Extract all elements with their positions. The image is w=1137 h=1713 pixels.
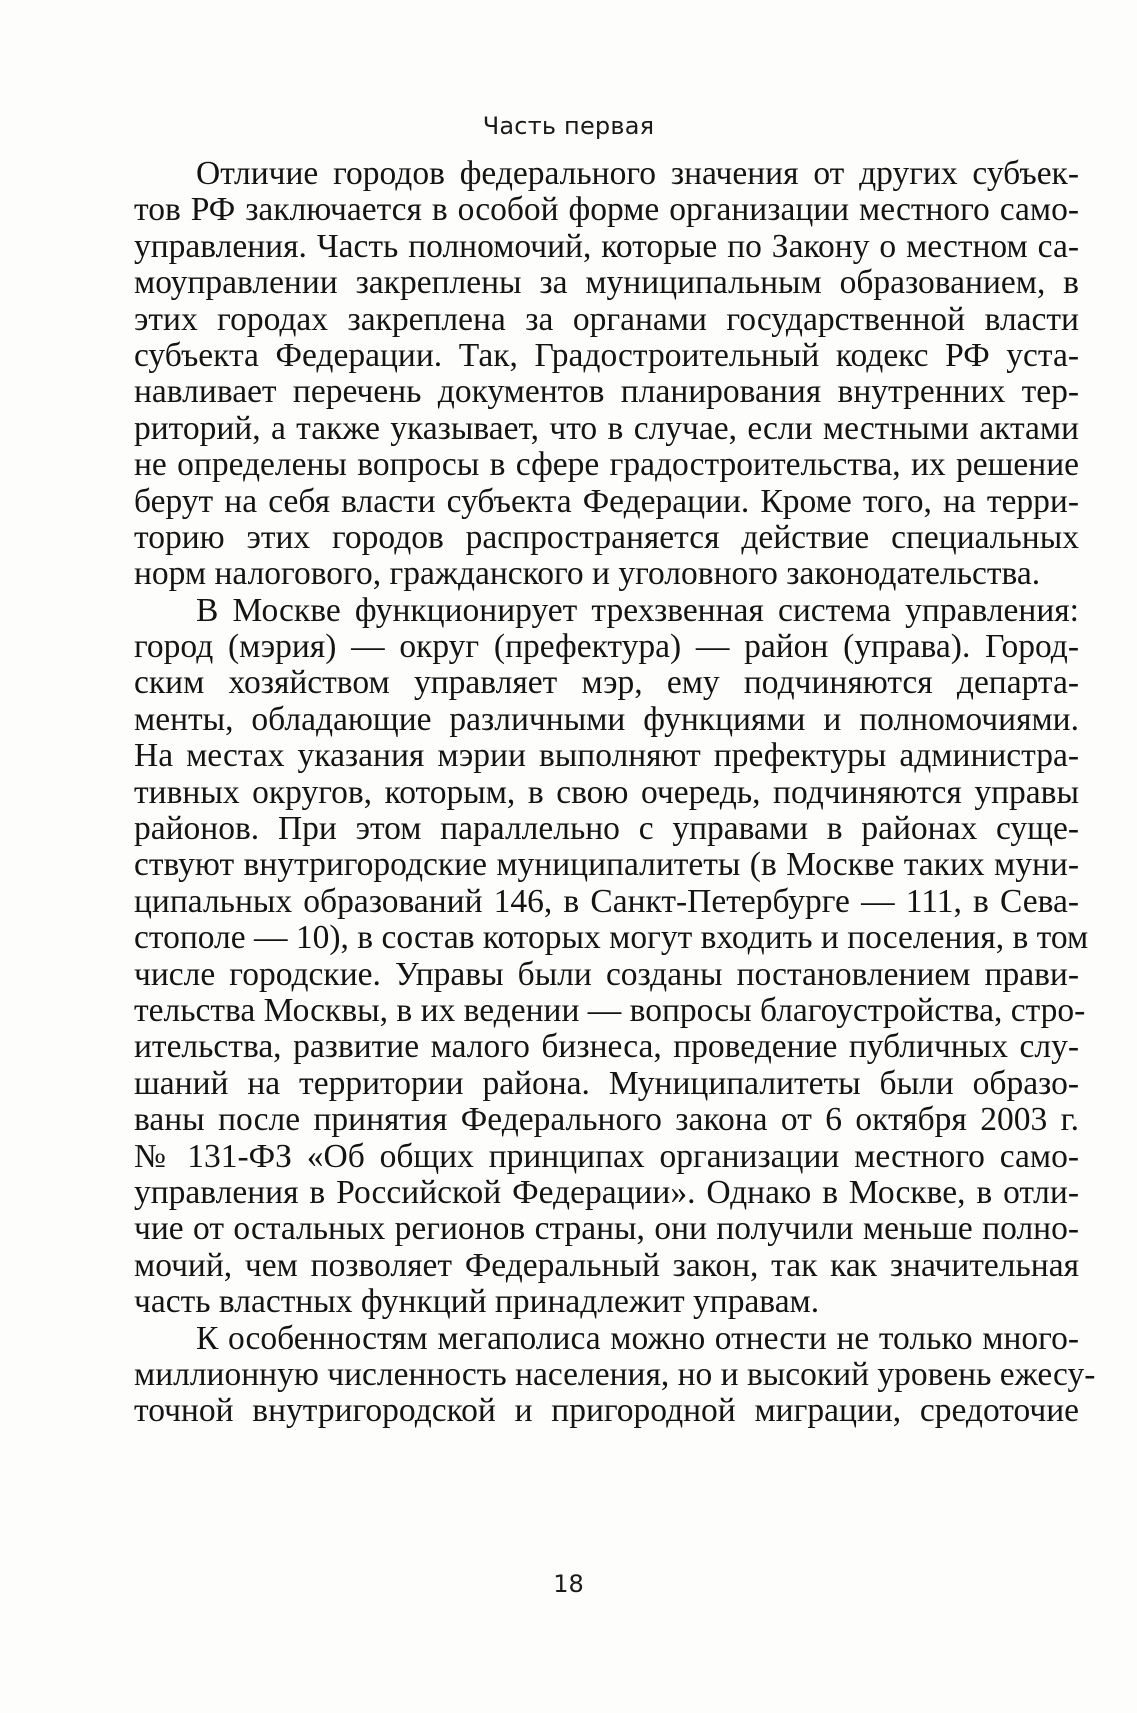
- text-line: тивных округов, которым, в свою очередь, подчиняются управы: [134, 773, 1079, 811]
- paragraph: [134, 1319, 1096, 1430]
- text-line: Отличие городов федерального значения от других субъек-: [196, 155, 1079, 192]
- text-line: миллионную численность населения, но и высокий уровень ежесу-: [134, 1355, 1096, 1393]
- text-line: мочий, чем позволяет Федеральный закон, так как значительная: [134, 1246, 1079, 1284]
- text-line: не определены вопросы в сфере градостроительства, их решение: [134, 446, 1079, 484]
- page-number: 18: [553, 1570, 584, 1598]
- text-line: точной внутригородской и пригородной миграции, средоточие: [134, 1392, 1079, 1430]
- text-line: числе городские. Управы были созданы постановлением прави-: [134, 955, 1079, 993]
- text-line: № 131-ФЗ «Об общих принципах организации местного само-: [134, 1137, 1079, 1175]
- text-line: В Москве функционирует трехзвенная система управления:: [196, 591, 1079, 629]
- text-line: моуправлении закреплены за муниципальным образованием, в: [134, 264, 1079, 302]
- text-line: стополе — 10), в состав которых могут входить и поселения, в том: [134, 919, 1089, 957]
- text-line: К особенностям мегаполиса можно отнести не только много-: [196, 1319, 1079, 1357]
- text-line: этих городах закреплена за органами государственной власти: [134, 300, 1079, 338]
- text-line: ским хозяйством управляет мэр, ему подчиняются департа-: [134, 664, 1079, 702]
- text-line: ципальных образований 146, в Санкт-Петербурге — 111, в Сева-: [134, 882, 1079, 920]
- text-line: навливает перечень документов планирования внутренних тер-: [134, 373, 1079, 411]
- paragraph: [134, 156, 1079, 593]
- text-line: шаний на территории района. Муниципалитеты были образо-: [134, 1064, 1079, 1102]
- text-line: ствуют внутригородские муниципалитеты (в Москве таких муни-: [134, 846, 1079, 884]
- text-line: риторий, а также указывает, что в случае, если местными актами: [134, 409, 1079, 447]
- text-line: субъекта Федерации. Так, Градостроительный кодекс РФ уста-: [134, 336, 1079, 374]
- text-line: менты, обладающие различными функциями и полномочиями.: [134, 700, 1079, 738]
- text-line: На местах указания мэрии выполняют префектуры администра-: [134, 737, 1079, 775]
- text-line: ительства, развитие малого бизнеса, проведение публичных слу-: [134, 1028, 1079, 1066]
- text-line: берут на себя власти субъекта Федерации. Кроме того, на терри-: [134, 482, 1079, 520]
- text-line: чие от остальных регионов страны, они получили меньше полно-: [134, 1210, 1079, 1248]
- text-line: тельства Москвы, в их ведении — вопросы благоустройства, стро-: [134, 991, 1086, 1029]
- text-line: норм налогового, гражданского и уголовного законодательства.: [134, 555, 1041, 593]
- text-line: ваны после принятия Федерального закона от 6 октября 2003 г.: [134, 1101, 1079, 1139]
- text-line: торию этих городов распространяется действие специальных: [134, 518, 1079, 556]
- text-line: тов РФ заключается в особой форме организации местного само-: [134, 191, 1079, 229]
- text-line: управления в Российской Федерации». Однако в Москве, в отли-: [134, 1173, 1079, 1211]
- text-line: часть властных функций принадлежит управам.: [134, 1283, 820, 1321]
- text-line: районов. При этом параллельно с управами в районах суще-: [134, 810, 1079, 848]
- text-line: город (мэрия) — округ (префектура) — район (управа). Город-: [134, 628, 1079, 666]
- text-line: управления. Часть полномочий, которые по Закону о местном са-: [134, 227, 1079, 265]
- body-text: [134, 155, 1096, 1430]
- paragraph: [134, 591, 1089, 1321]
- running-head: Часть первая: [482, 112, 655, 140]
